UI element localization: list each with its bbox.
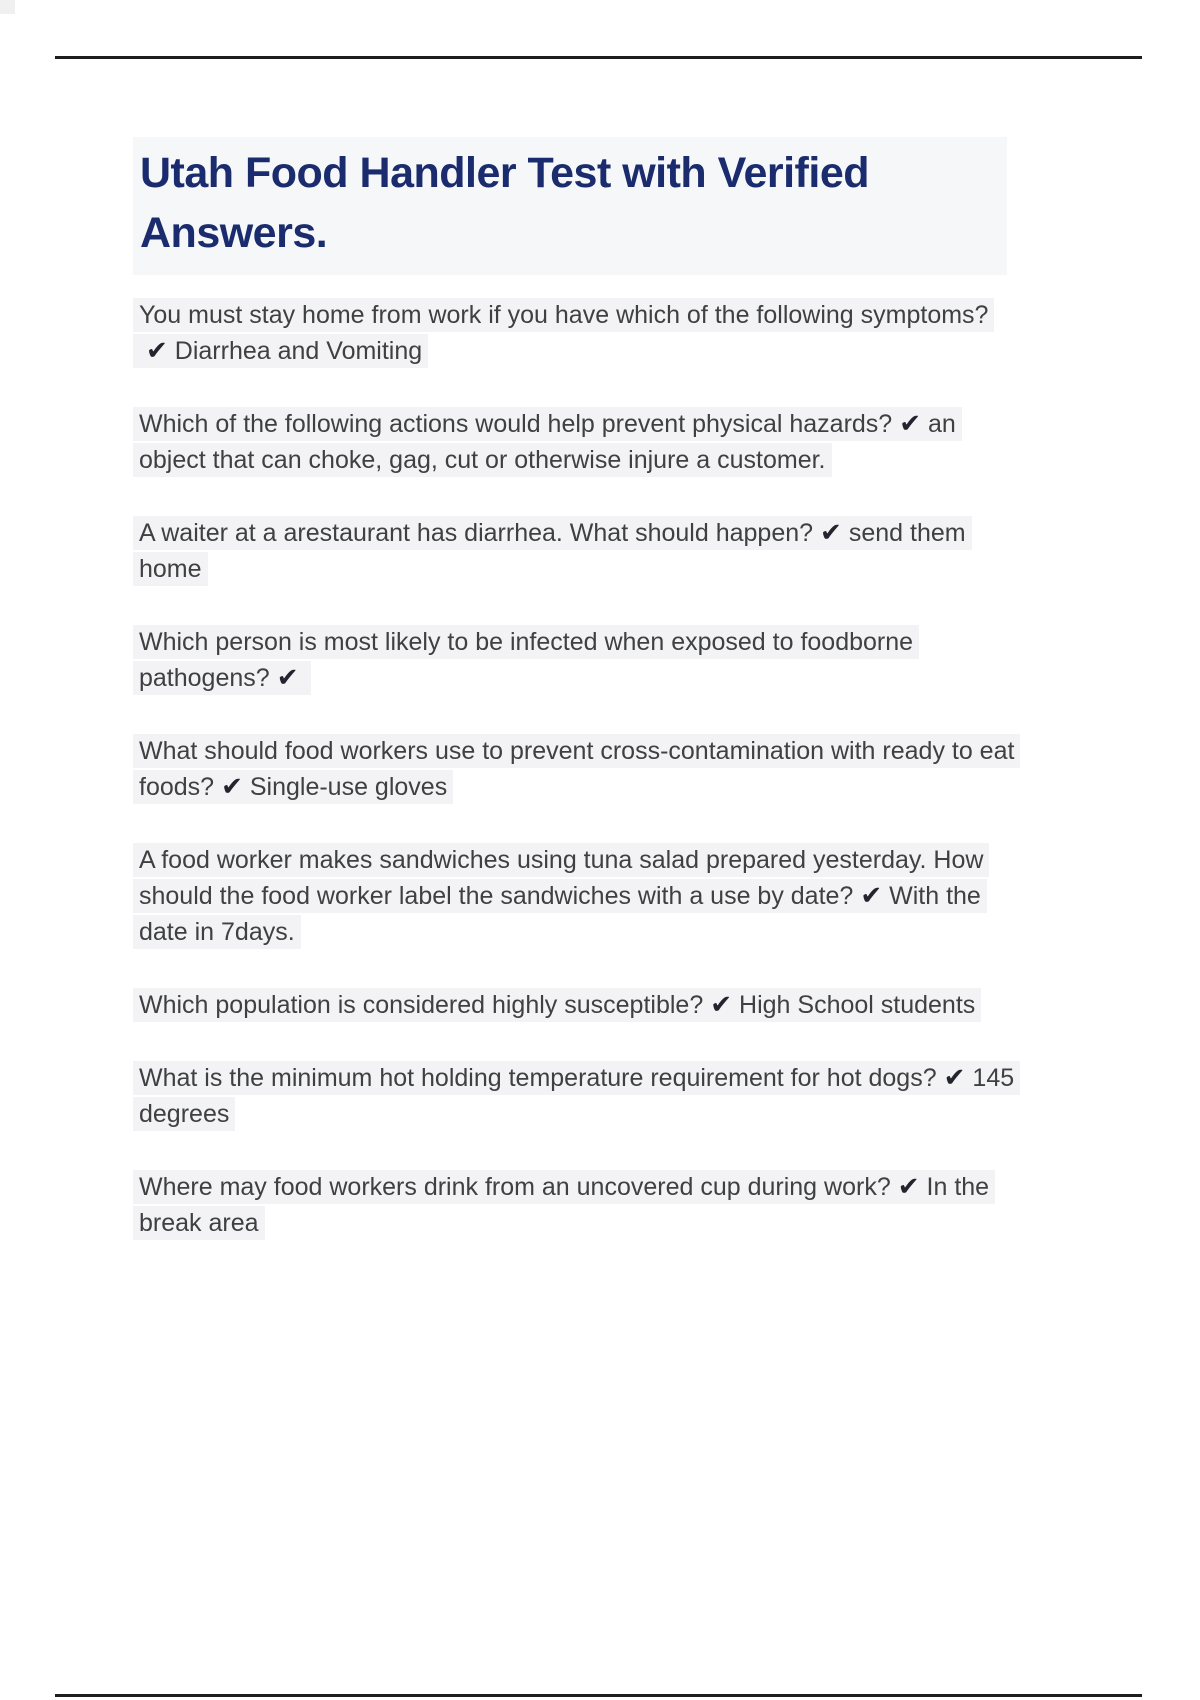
qa-highlight xyxy=(133,843,989,949)
qa-highlight xyxy=(133,298,994,368)
answer-text: send them home xyxy=(139,519,966,583)
qa-item xyxy=(133,733,1025,805)
qa-item xyxy=(133,624,1025,696)
check-icon: ✔ xyxy=(860,881,883,911)
qa-highlight xyxy=(133,1061,1020,1131)
answer-text: With the date in 7days. xyxy=(139,882,981,946)
answer-text: Diarrhea and Vomiting xyxy=(174,337,423,365)
qa-item xyxy=(133,406,1025,478)
qa-item xyxy=(133,1060,1025,1132)
qa-highlight xyxy=(133,516,972,586)
question-text: Where may food workers drink from an uncovered cup during work? xyxy=(139,1173,891,1201)
qa-list xyxy=(133,297,1025,1278)
answer-text: High School students xyxy=(739,991,976,1019)
check-icon: ✔ xyxy=(276,663,299,693)
question-text: Which population is considered highly susceptible? xyxy=(139,991,704,1019)
qa-highlight xyxy=(133,988,981,1022)
bottom-rule xyxy=(55,1694,1142,1697)
answer-text: an object that can choke, gag, cut or otherwise injure a customer. xyxy=(139,410,956,474)
qa-item xyxy=(133,1169,1025,1241)
qa-item xyxy=(133,297,1025,369)
top-rule xyxy=(55,56,1142,59)
question-text: Which person is most likely to be infected when exposed to foodborne pathogens? xyxy=(139,628,914,692)
question-text: A waiter at a arestaurant has diarrhea. What should happen? xyxy=(139,519,814,547)
check-icon: ✔ xyxy=(899,409,921,439)
qa-highlight xyxy=(133,625,919,695)
qa-item xyxy=(133,842,1025,950)
page-corner-artifact xyxy=(0,0,15,14)
qa-item xyxy=(133,987,1025,1023)
answer-text: Single-use gloves xyxy=(249,773,448,801)
qa-highlight xyxy=(133,734,1020,804)
check-icon: ✔ xyxy=(146,336,168,366)
question-text: Which of the following actions would help prevent physical hazards? xyxy=(139,410,893,438)
check-icon: ✔ xyxy=(897,1172,920,1202)
question-text: You must stay home from work if you have which of the following symptoms? xyxy=(139,301,989,329)
title-block xyxy=(133,137,1007,275)
qa-item xyxy=(133,515,1025,587)
qa-highlight xyxy=(133,407,962,477)
check-icon: ✔ xyxy=(221,772,243,802)
question-text: A food worker makes sandwiches using tuna salad prepared yesterday. How should the food worker label the sandwiches with a use by date? xyxy=(139,846,984,910)
qa-highlight xyxy=(133,1170,995,1240)
page-title: Utah Food Handler Test with Verified Answers. xyxy=(140,149,869,257)
answer-text: In the break area xyxy=(139,1173,990,1237)
question-text: What should food workers use to prevent cross-contamination with ready to eat foods? xyxy=(139,737,1015,801)
check-icon: ✔ xyxy=(710,990,733,1020)
question-text: What is the minimum hot holding temperature requirement for hot dogs? xyxy=(139,1064,937,1092)
check-icon: ✔ xyxy=(820,518,842,548)
check-icon: ✔ xyxy=(943,1063,966,1093)
answer-text: 145 degrees xyxy=(139,1064,1015,1128)
